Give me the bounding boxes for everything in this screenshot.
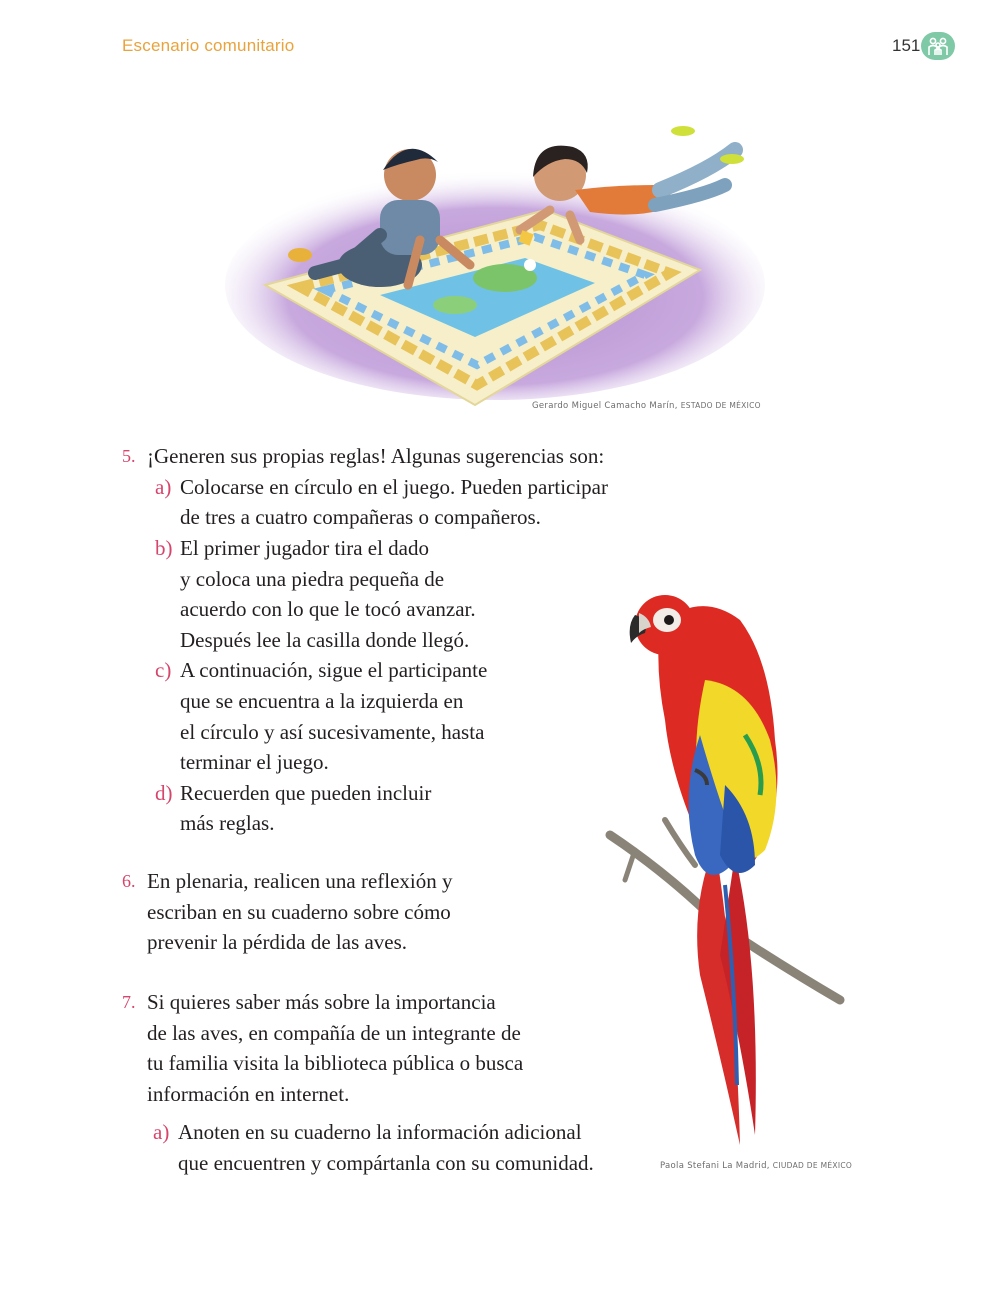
item-line: información en internet. [147, 1082, 350, 1106]
credit-place: ESTADO DE MÉXICO [680, 401, 761, 410]
macaw-illustration [605, 585, 850, 1155]
credit-author: Gerardo Miguel Camacho Marín, [532, 401, 678, 411]
sub-item-line: terminar el juego. [180, 750, 329, 774]
community-icon [921, 32, 955, 60]
sub-item-letter: a) [153, 1120, 170, 1144]
list-item-6 [122, 866, 542, 961]
item-line: tu familia visita la biblioteca pública o busca [147, 1051, 524, 1075]
sub-item-line: El primer jugador tira el dado [180, 536, 429, 560]
sub-item-line: Después lee la casilla donde llegó. [180, 628, 470, 652]
sub-item-letter: a) [155, 475, 172, 499]
item-text: ¡Generen sus propias reglas! Algunas sugerencias son: [147, 444, 605, 468]
item-line: Si quieres saber más sobre la importancia [147, 990, 496, 1014]
sub-item-line: acuerdo con lo que le tocó avanzar. [180, 597, 476, 621]
sub-item-line: y coloca una piedra pequeña de [180, 567, 445, 591]
sub-item-letter: c) [155, 658, 172, 682]
illustration-credit-parrot [660, 1161, 852, 1171]
item-number: 7. [122, 992, 136, 1012]
sub-item-line: A continuación, sigue el participante [180, 658, 488, 682]
sub-item-line: el círculo y así sucesivamente, hasta [180, 720, 485, 744]
sub-item-line: que se encuentra a la izquierda en [180, 689, 464, 713]
item-number: 6. [122, 871, 136, 891]
item-line: prevenir la pérdida de las aves. [147, 930, 408, 954]
sub-item-line: Colocarse en círculo en el juego. Pueden participar [180, 475, 608, 499]
list-item-5 [122, 441, 642, 841]
sub-item-line: que encuentren y compártanla con su comunidad. [178, 1151, 594, 1175]
item-line: En plenaria, realicen una reflexión y [147, 869, 453, 893]
page-number: 151 [892, 36, 921, 55]
sub-item-line: Anoten en su cuaderno la información adicional [178, 1120, 582, 1144]
sub-item-line: más reglas. [180, 811, 275, 835]
illustration-credit-top [532, 401, 761, 411]
item-line: de las aves, en compañía de un integrante de [147, 1021, 521, 1045]
item-line: escriban en su cuaderno sobre cómo [147, 900, 451, 924]
sub-item-line: Recuerden que pueden incluir [180, 781, 432, 805]
sub-item-letter: d) [155, 781, 173, 805]
item-number: 5. [122, 446, 136, 466]
sub-item-line: de tres a cuatro compañeras o compañeros. [180, 505, 541, 529]
children-board-game-illustration [205, 115, 765, 415]
section-title: Escenario comunitario [122, 36, 295, 55]
credit-author: Paola Stefani La Madrid, [660, 1161, 770, 1171]
list-item-7 [122, 987, 642, 1177]
credit-place: CIUDAD DE MÉXICO [772, 1161, 853, 1170]
sub-item-letter: b) [155, 536, 173, 560]
